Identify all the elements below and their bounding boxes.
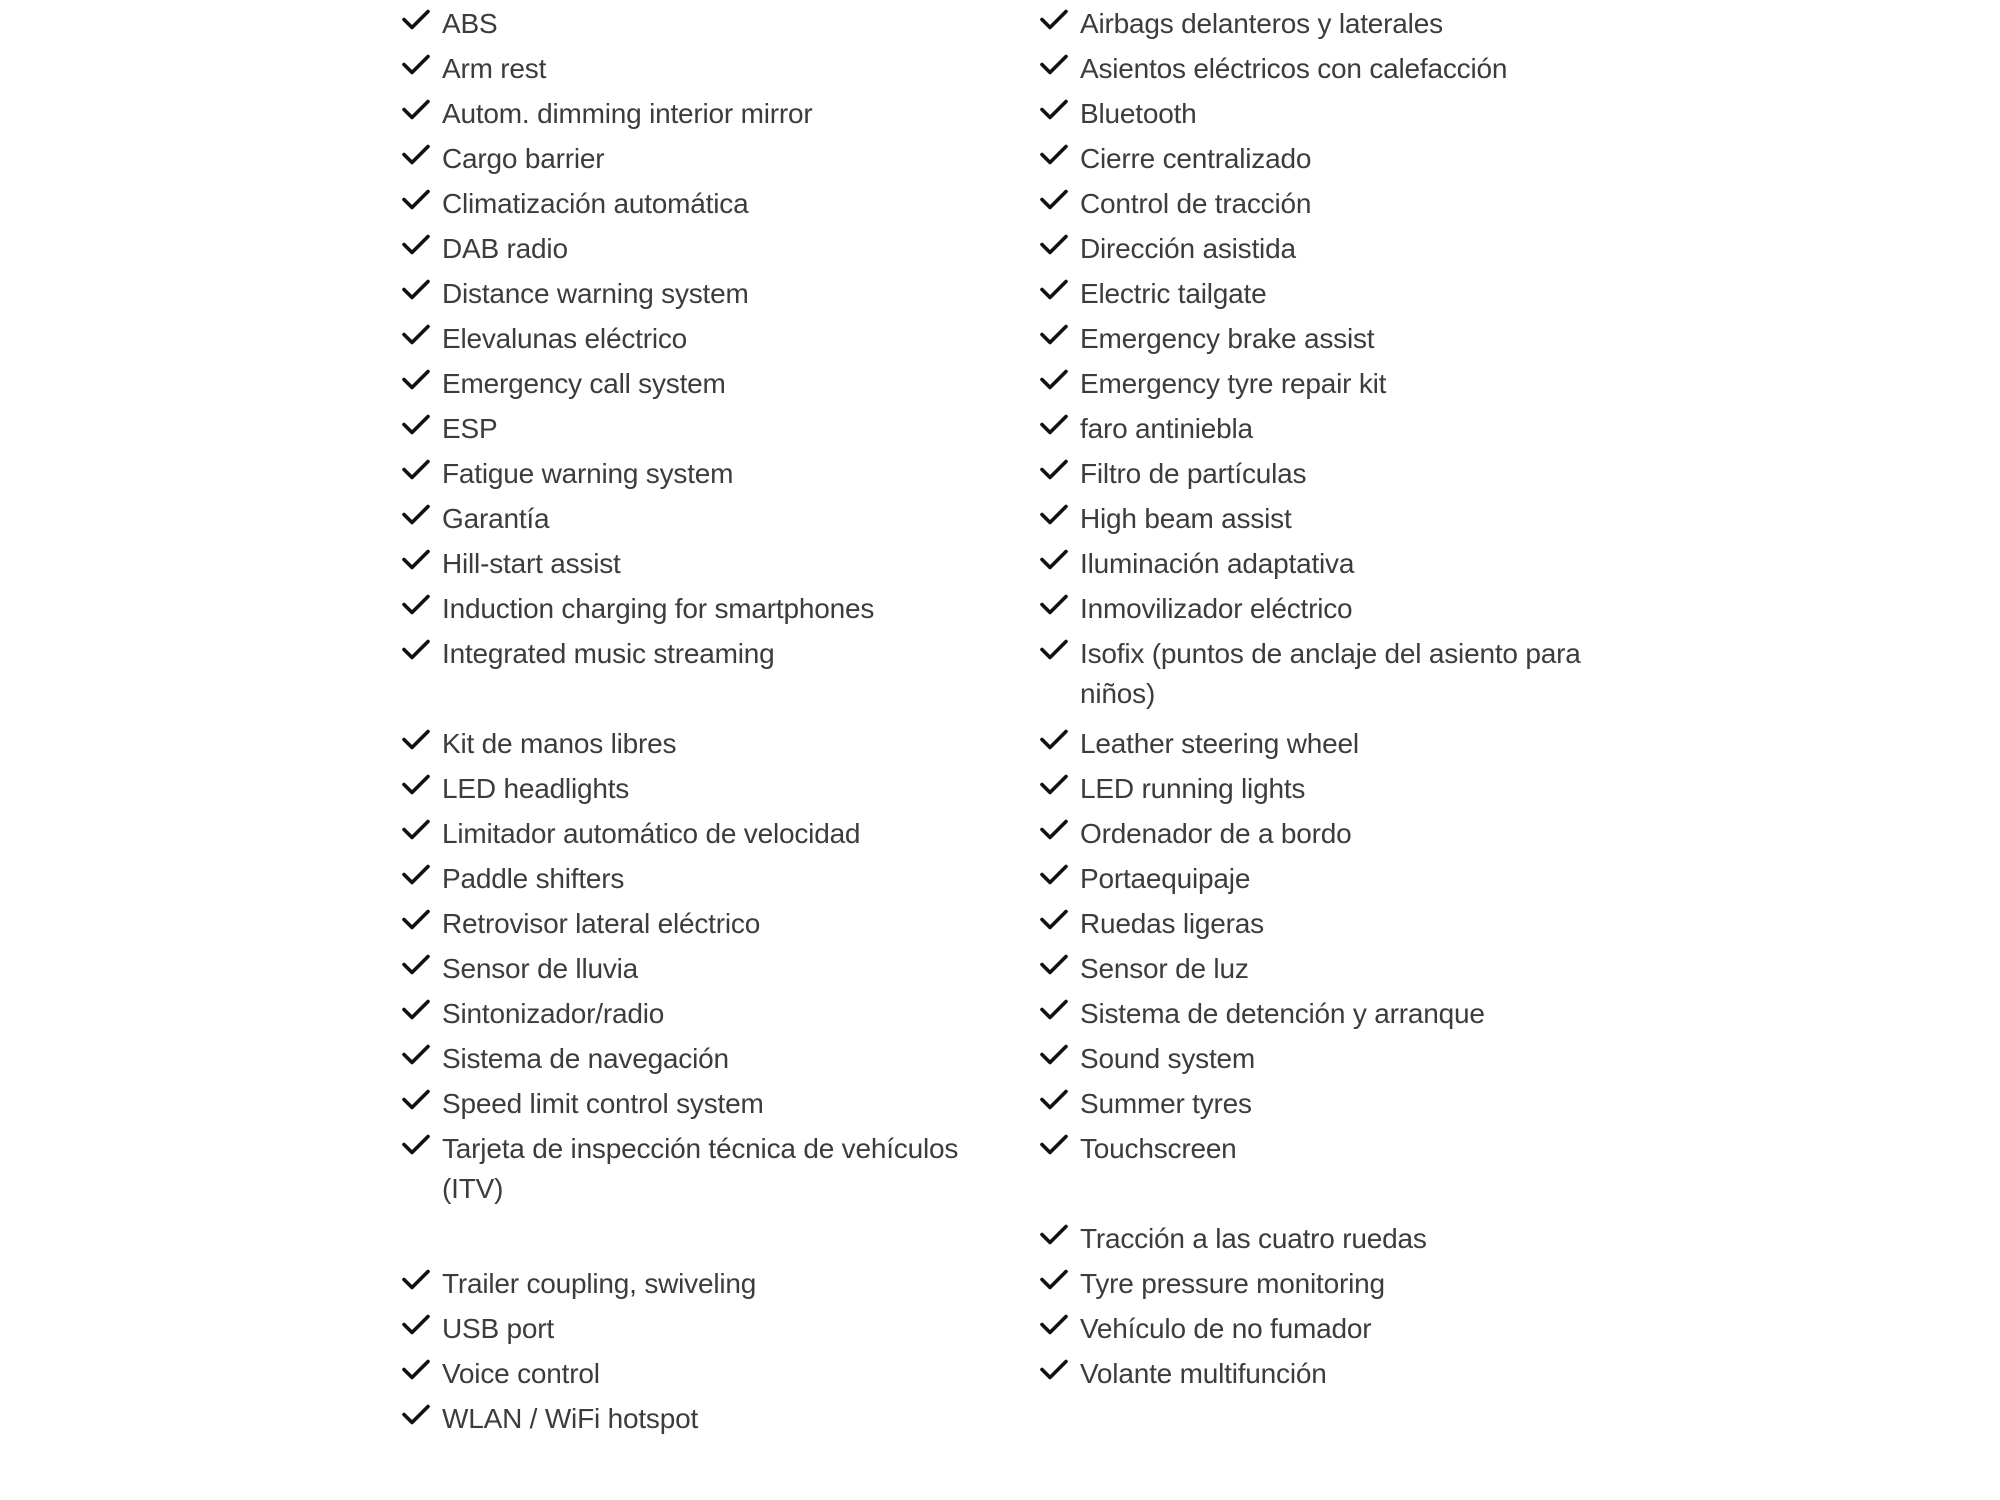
feature-item-right: [1038, 540, 1680, 585]
checkmark-icon: [1038, 814, 1070, 846]
feature-label: Cierre centralizado: [1080, 143, 1312, 174]
feature-item-left: [400, 135, 1038, 180]
feature-item-left: [400, 360, 1038, 405]
feature-label: ESP: [442, 413, 498, 444]
feature-item-left: [400, 1395, 1038, 1440]
feature-label: Tarjeta de inspección técnica de vehículos (ITV): [442, 1133, 959, 1204]
checkmark-icon: [1038, 454, 1070, 486]
feature-item-right: [1038, 585, 1680, 630]
feature-label: Cargo barrier: [442, 143, 605, 174]
checkmark-icon: [1038, 139, 1070, 171]
feature-label: Control de tracción: [1080, 188, 1312, 219]
feature-label: USB port: [442, 1313, 554, 1344]
feature-label: ABS: [442, 8, 498, 39]
feature-item-left: [400, 945, 1038, 990]
feature-item-left: [400, 45, 1038, 90]
feature-item-left: [400, 1260, 1038, 1305]
feature-label: Integrated music streaming: [442, 638, 775, 669]
checkmark-icon: [400, 229, 432, 261]
checkmark-icon: [1038, 499, 1070, 531]
feature-item-right: [1038, 135, 1680, 180]
checkmark-icon: [1038, 4, 1070, 36]
feature-label: LED headlights: [442, 773, 630, 804]
feature-item-right: [1038, 855, 1680, 900]
feature-item-right: [1038, 45, 1680, 90]
feature-item-right: [1038, 1260, 1680, 1305]
feature-item-right: [1038, 180, 1680, 225]
checkmark-icon: [1038, 949, 1070, 981]
checkmark-icon: [1038, 1129, 1070, 1161]
checkmark-icon: [400, 1039, 432, 1071]
checkmark-icon: [400, 49, 432, 81]
checkmark-icon: [400, 1354, 432, 1386]
feature-item-right: [1038, 225, 1680, 270]
feature-label: Limitador automático de velocidad: [442, 818, 861, 849]
checkmark-icon: [1038, 1354, 1070, 1386]
feature-item-left: [400, 855, 1038, 900]
feature-label: Filtro de partículas: [1080, 458, 1307, 489]
checkmark-icon: [400, 1399, 432, 1431]
feature-label: Dirección asistida: [1080, 233, 1296, 264]
feature-item-left: [400, 90, 1038, 135]
checkmark-icon: [1038, 904, 1070, 936]
checkmark-icon: [400, 1084, 432, 1116]
checkmark-icon: [400, 1264, 432, 1296]
feature-item-left: [400, 900, 1038, 945]
checkmark-icon: [1038, 1309, 1070, 1341]
feature-label: Distance warning system: [442, 278, 749, 309]
feature-item-left: [400, 1080, 1038, 1125]
feature-label: Speed limit control system: [442, 1088, 764, 1119]
feature-label: Iluminación adaptativa: [1080, 548, 1355, 579]
checkmark-icon: [1038, 409, 1070, 441]
feature-item-right: [1038, 360, 1680, 405]
checkmark-icon: [400, 949, 432, 981]
feature-label: Trailer coupling, swiveling: [442, 1268, 757, 1299]
checkmark-icon: [400, 454, 432, 486]
feature-label: DAB radio: [442, 233, 568, 264]
feature-label: Summer tyres: [1080, 1088, 1252, 1119]
checkmark-icon: [1038, 769, 1070, 801]
feature-item-left: [400, 630, 1038, 720]
feature-label: Touchscreen: [1080, 1133, 1237, 1164]
feature-label: Sound system: [1080, 1043, 1256, 1074]
checkmark-icon: [400, 814, 432, 846]
feature-item-right: [1038, 990, 1680, 1035]
feature-label: Garantía: [442, 503, 550, 534]
checkmark-icon: [400, 409, 432, 441]
feature-label: LED running lights: [1080, 773, 1306, 804]
feature-label: Sistema de detención y arranque: [1080, 998, 1485, 1029]
feature-label: Paddle shifters: [442, 863, 625, 894]
feature-item-right: [1038, 765, 1680, 810]
checkmark-icon: [400, 859, 432, 891]
feature-item-left: [400, 405, 1038, 450]
feature-label: Ordenador de a bordo: [1080, 818, 1352, 849]
checkmark-icon: [400, 319, 432, 351]
checkmark-icon: [400, 364, 432, 396]
feature-item-right: [1038, 630, 1680, 720]
feature-item-right: [1038, 405, 1680, 450]
feature-item-right: [1038, 900, 1680, 945]
checkmark-icon: [400, 274, 432, 306]
feature-label: Portaequipaje: [1080, 863, 1251, 894]
feature-item-left: [400, 315, 1038, 360]
feature-item-right: [1038, 495, 1680, 540]
feature-label: Induction charging for smartphones: [442, 593, 875, 624]
feature-label: Retrovisor lateral eléctrico: [442, 908, 761, 939]
checkmark-icon: [1038, 634, 1070, 666]
feature-label: Asientos eléctricos con calefacción: [1080, 53, 1508, 84]
feature-item-left: [400, 990, 1038, 1035]
feature-label: Sensor de lluvia: [442, 953, 639, 984]
feature-label: Hill-start assist: [442, 548, 621, 579]
feature-label: Leather steering wheel: [1080, 728, 1359, 759]
feature-item-right: [1038, 1080, 1680, 1125]
feature-label: Sistema de navegación: [442, 1043, 729, 1074]
feature-item-right: [1038, 450, 1680, 495]
feature-item-empty: [1038, 1395, 1680, 1440]
feature-item-left: [400, 1350, 1038, 1395]
checkmark-icon: [1038, 1264, 1070, 1296]
feature-label: Airbags delanteros y laterales: [1080, 8, 1443, 39]
feature-item-right: [1038, 315, 1680, 360]
feature-label: Fatigue warning system: [442, 458, 734, 489]
checkmark-icon: [1038, 94, 1070, 126]
checkmark-icon: [400, 1129, 432, 1161]
feature-item-left: [400, 180, 1038, 225]
feature-item-right: [1038, 1215, 1680, 1260]
feature-list: [400, 0, 1680, 1440]
feature-label: High beam assist: [1080, 503, 1292, 534]
feature-item-right: [1038, 1125, 1680, 1215]
checkmark-icon: [1038, 1039, 1070, 1071]
checkmark-icon: [1038, 274, 1070, 306]
feature-label: Sintonizador/radio: [442, 998, 665, 1029]
feature-label: Tracción a las cuatro ruedas: [1080, 1223, 1427, 1254]
feature-item-right: [1038, 1350, 1680, 1395]
feature-label: faro antiniebla: [1080, 413, 1253, 444]
feature-item-empty: [400, 1215, 1038, 1260]
feature-label: Emergency call system: [442, 368, 726, 399]
checkmark-icon: [1038, 994, 1070, 1026]
feature-item-right: [1038, 810, 1680, 855]
checkmark-icon: [400, 499, 432, 531]
checkmark-icon: [1038, 49, 1070, 81]
checkmark-icon: [1038, 184, 1070, 216]
checkmark-icon: [1038, 319, 1070, 351]
checkmark-icon: [400, 724, 432, 756]
feature-label: Inmovilizador eléctrico: [1080, 593, 1353, 624]
feature-item-left: [400, 1125, 1038, 1215]
feature-item-left: [400, 1305, 1038, 1350]
feature-item-right: [1038, 945, 1680, 990]
checkmark-icon: [400, 1309, 432, 1341]
feature-label: Sensor de luz: [1080, 953, 1249, 984]
feature-item-left: [400, 270, 1038, 315]
checkmark-icon: [400, 769, 432, 801]
checkmark-icon: [400, 634, 432, 666]
checkmark-icon: [1038, 859, 1070, 891]
feature-item-left: [400, 585, 1038, 630]
feature-item-left: [400, 450, 1038, 495]
checkmark-icon: [400, 4, 432, 36]
feature-item-left: [400, 540, 1038, 585]
checkmark-icon: [400, 544, 432, 576]
feature-item-left: [400, 765, 1038, 810]
feature-label: Volante multifunción: [1080, 1358, 1327, 1389]
checkmark-icon: [400, 139, 432, 171]
checkmark-icon: [1038, 589, 1070, 621]
checkmark-icon: [1038, 724, 1070, 756]
checkmark-icon: [400, 589, 432, 621]
feature-label: Bluetooth: [1080, 98, 1197, 129]
feature-label: Climatización automática: [442, 188, 749, 219]
feature-label: WLAN / WiFi hotspot: [442, 1403, 699, 1434]
checkmark-icon: [1038, 364, 1070, 396]
feature-item-right: [1038, 1035, 1680, 1080]
feature-label: Emergency tyre repair kit: [1080, 368, 1387, 399]
feature-item-right: [1038, 270, 1680, 315]
checkmark-icon: [400, 94, 432, 126]
feature-label: Kit de manos libres: [442, 728, 677, 759]
feature-label: Vehículo de no fumador: [1080, 1313, 1372, 1344]
feature-label: Autom. dimming interior mirror: [442, 98, 813, 129]
feature-label: Emergency brake assist: [1080, 323, 1375, 354]
feature-label: Isofix (puntos de anclaje del asiento para niños): [1080, 638, 1581, 709]
feature-item-right: [1038, 720, 1680, 765]
checkmark-icon: [1038, 544, 1070, 576]
feature-label: Elevalunas eléctrico: [442, 323, 688, 354]
feature-item-left: [400, 1035, 1038, 1080]
feature-item-right: [1038, 1305, 1680, 1350]
feature-label: Voice control: [442, 1358, 600, 1389]
feature-item-left: [400, 810, 1038, 855]
feature-item-right: [1038, 90, 1680, 135]
feature-item-left: [400, 720, 1038, 765]
feature-label: Ruedas ligeras: [1080, 908, 1264, 939]
checkmark-icon: [1038, 229, 1070, 261]
feature-item-left: [400, 225, 1038, 270]
feature-item-left: [400, 0, 1038, 45]
feature-label: Tyre pressure monitoring: [1080, 1268, 1385, 1299]
checkmark-icon: [1038, 1219, 1070, 1251]
checkmark-icon: [400, 184, 432, 216]
feature-item-left: [400, 495, 1038, 540]
checkmark-icon: [1038, 1084, 1070, 1116]
checkmark-icon: [400, 904, 432, 936]
feature-label: Electric tailgate: [1080, 278, 1267, 309]
feature-item-right: [1038, 0, 1680, 45]
checkmark-icon: [400, 994, 432, 1026]
feature-label: Arm rest: [442, 53, 547, 84]
